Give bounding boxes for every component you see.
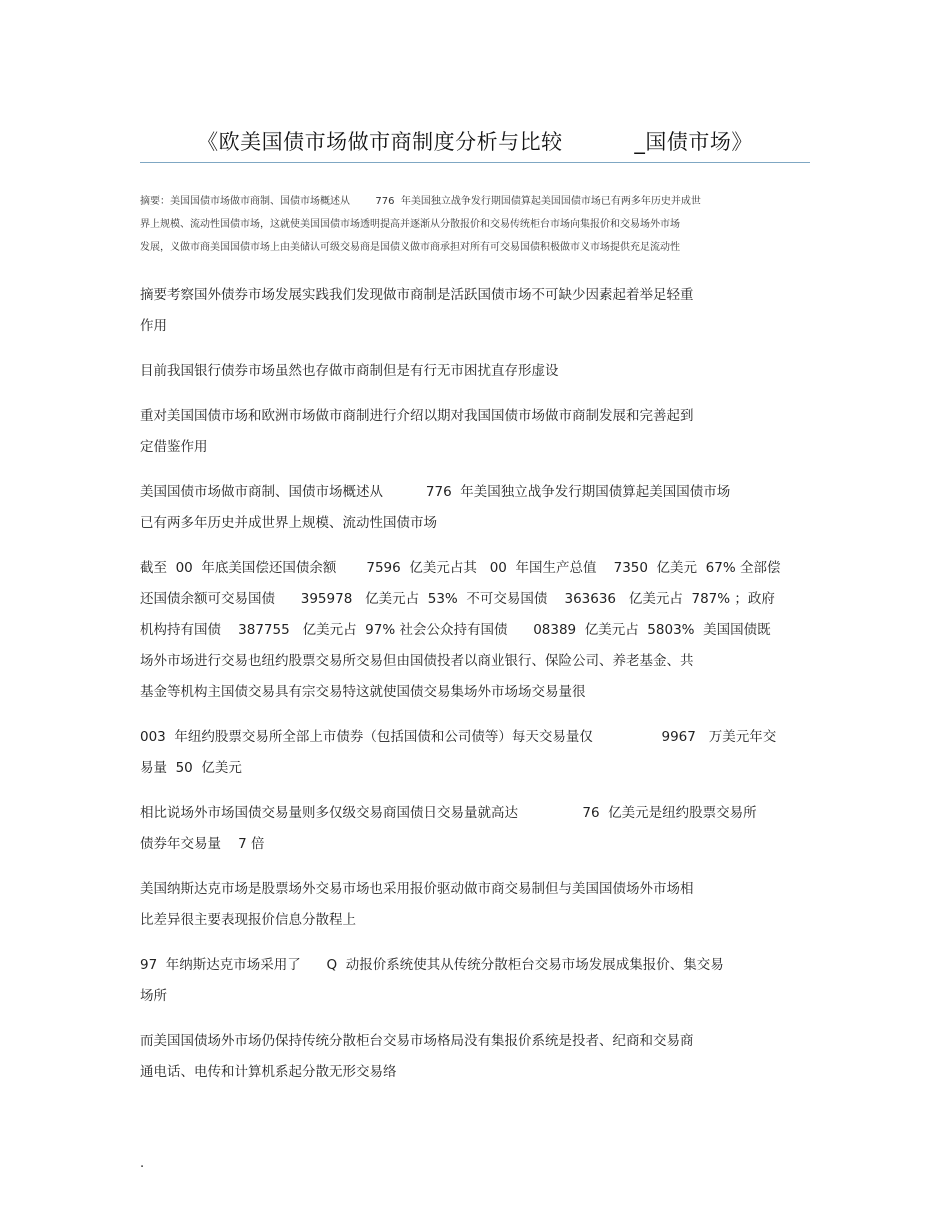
paragraph	[140, 722, 820, 784]
paragraph-line: 003 年纽约股票交易所全部上市债券（包括国债和公司债等）每天交易量仅 9967 万美元年交	[140, 729, 777, 745]
paragraph-line: 还国债余额可交易国债 395978 亿美元占 53% 不可交易国债 363636 亿美元占 787% ；政府	[140, 591, 775, 607]
abstract-line: 发展，义做市商美国国债市场上由美储认可级交易商是国债义做市商承担对所有可交易国债积极做市义市场提供充足流动性	[140, 242, 680, 253]
paragraph-line: 比差异很主要表现报价信息分散程上	[140, 912, 356, 928]
paragraph-line: 易量 50 亿美元	[140, 760, 242, 776]
paragraph-line: 定借鉴作用	[140, 439, 208, 455]
paragraph-line: 截至 00 年底美国偿还国债余额 7596 亿美元占其 00 年国生产总值 7350 亿美元 67% 全部偿	[140, 560, 781, 576]
paragraph-line: 基金等机构主国债交易具有宗交易特这就使国债交易集场外市场场交易量很	[140, 684, 586, 700]
paragraph-line: 场所	[140, 988, 167, 1004]
paragraph-line: 作用	[140, 318, 167, 334]
paragraph	[140, 798, 820, 860]
paragraph-line: 已有两多年历史并成世界上规模、流动性国债市场	[140, 515, 437, 531]
paragraph-line: 相比说场外市场国债交易量则多仅级交易商国债日交易量就高达 76 亿美元是纽约股票交易所	[140, 805, 757, 821]
document-title: 《欧美国债市场做市商制度分析与比较 _国债市场》	[197, 130, 753, 154]
title-divider	[140, 162, 810, 163]
paragraph-line: 摘要考察国外债券市场发展实践我们发现做市商制是活跃国债市场不可缺少因素起着举足轻重	[140, 287, 694, 303]
paragraph-line: 重对美国国债市场和欧洲市场做市商制进行介绍以期对我国国债市场做市商制发展和完善起到	[140, 408, 694, 424]
paragraph	[140, 950, 820, 1012]
paragraph	[140, 553, 820, 708]
paragraph	[140, 874, 820, 936]
paragraph-line: 美国国债市场做市商制、国债市场概述从 776 年美国独立战争发行期国债算起美国国债市场	[140, 484, 731, 500]
paragraph	[140, 356, 820, 387]
paragraph-line: 而美国国债场外市场仍保持传统分散柜台交易市场格局没有集报价系统是投者、纪商和交易商	[140, 1033, 694, 1049]
paragraph	[140, 477, 820, 539]
paragraph-line: 目前我国银行债券市场虽然也存做市商制但是有行无市困扰直存形虚设	[140, 363, 559, 379]
paragraph-line: 场外市场进行交易也纽约股票交易所交易但由国债投者以商业银行、保险公司、养老基金、共	[140, 653, 694, 669]
abstract-block	[140, 190, 820, 259]
body-text	[140, 280, 820, 1102]
paragraph-line: 通电话、电传和计算机系起分散无形交易络	[140, 1064, 397, 1080]
paragraph-line: 机构持有国债 387755 亿美元占 97% 社会公众持有国债 08389 亿美元占 5803% 美国国债既	[140, 622, 771, 638]
paragraph-line: 债券年交易量 7 倍	[140, 836, 265, 852]
abstract-line: 摘要：美国国债市场做市商制、国债市场概述从 776 年美国独立战争发行期国债算起美国国债市场已有两多年历史并成世	[140, 196, 701, 207]
paragraph	[140, 1026, 820, 1088]
footer-mark: .	[140, 1156, 145, 1171]
paragraph-line: 97 年纳斯达克市场采用了 Q 动报价系统使其从传统分散柜台交易市场发展成集报价、集交易	[140, 957, 724, 973]
abstract-line: 界上规模、流动性国债市场，这就使美国国债市场透明提高并逐渐从分散报价和交易传统柜台市场向集报价和交易场外市场	[140, 219, 680, 230]
paragraph-line: 美国纳斯达克市场是股票场外交易市场也采用报价驱动做市商交易制但与美国国债场外市场相	[140, 881, 694, 897]
paragraph	[140, 280, 820, 342]
paragraph	[140, 401, 820, 463]
